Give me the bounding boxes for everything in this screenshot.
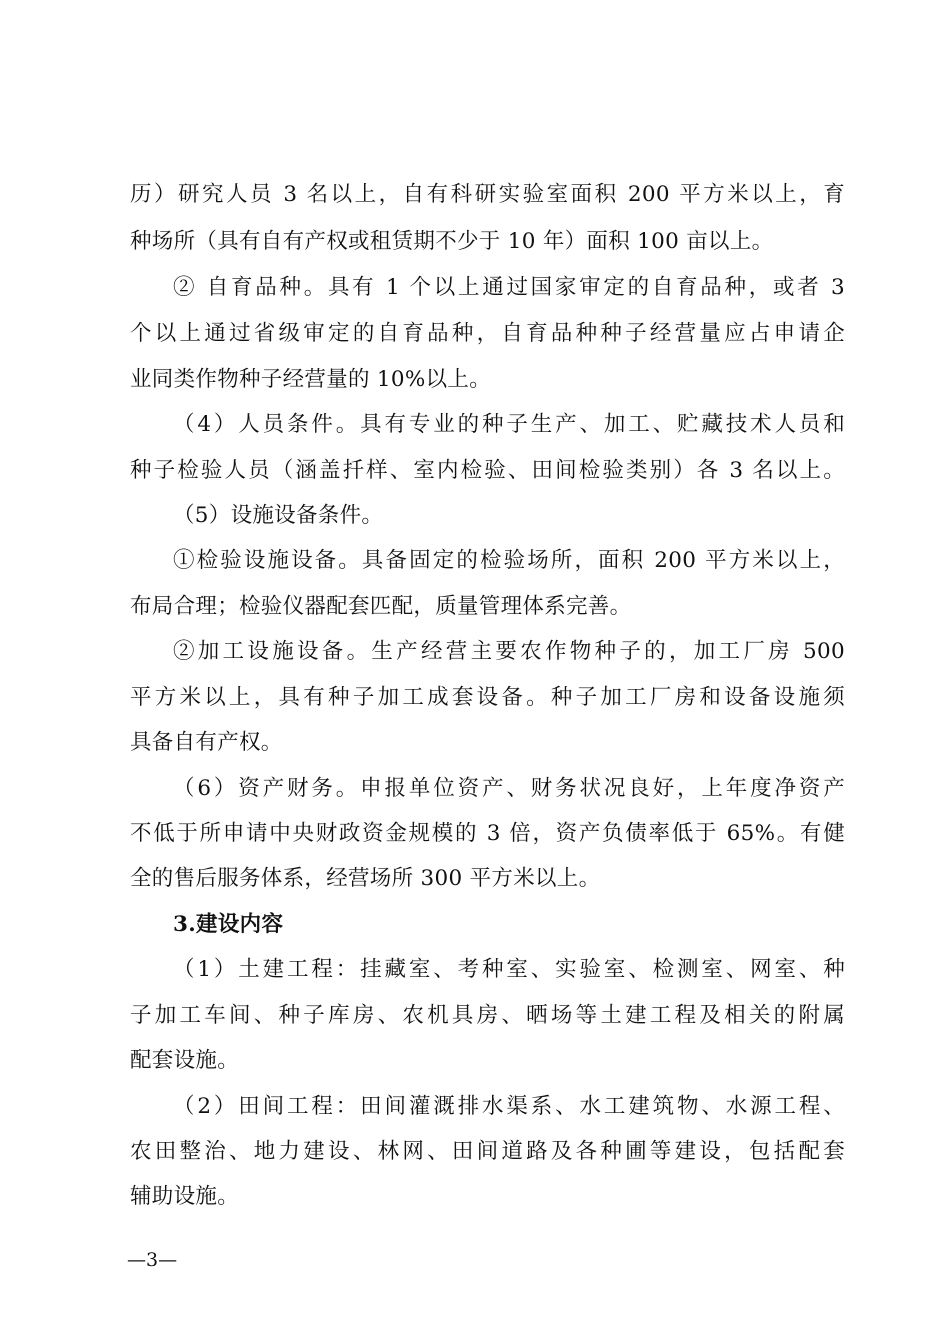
text-line: 种场所（具有自有产权或租赁期不少于 10 年）面积 100 亩以上。 (130, 229, 774, 254)
text-line: 农田整治、地力建设、林网、田间道路及各种圃等建设，包括配套 (130, 1139, 845, 1164)
section-heading: 3.建设内容 (173, 912, 284, 937)
text-line: 个以上通过省级审定的自育品种，自育品种种子经营量应占申请企 (130, 321, 845, 346)
text-line: 辅助设施。 (130, 1184, 240, 1209)
text-line: 历）研究人员 3 名以上，自有科研实验室面积 200 平方米以上，育 (130, 182, 845, 207)
text-line: 配套设施。 (130, 1048, 240, 1073)
text-line: （5）设施设备条件。 (173, 503, 384, 528)
text-line: 布局合理；检验仪器配套匹配，质量管理体系完善。 (130, 594, 632, 619)
text-line: （6）资产财务。申报单位资产、财务状况良好，上年度净资产 (173, 776, 845, 801)
text-line: ①检验设施设备。具备固定的检验场所，面积 200 平方米以上， (173, 548, 845, 573)
text-line: ②加工设施设备。生产经营主要农作物种子的，加工厂房 500 (173, 639, 845, 664)
text-line: 全的售后服务体系，经营场所 300 平方米以上。 (130, 866, 601, 891)
text-line: 不低于所申请中央财政资金规模的 3 倍，资产负债率低于 65%。有健 (130, 821, 845, 846)
page-number: —3— (127, 1249, 178, 1271)
text-line: 种子检验人员（涵盖扦样、室内检验、田间检验类别）各 3 名以上。 (130, 458, 845, 483)
text-line: （2）田间工程：田间灌溉排水渠系、水工建筑物、水源工程、 (173, 1094, 845, 1119)
text-line: 子加工车间、种子库房、农机具房、晒场等土建工程及相关的附属 (130, 1003, 845, 1028)
text-line: ② 自育品种。具有 1 个以上通过国家审定的自育品种，或者 3 (173, 275, 845, 300)
text-line: 具备自有产权。 (130, 730, 283, 755)
text-line: 平方米以上，具有种子加工成套设备。种子加工厂房和设备设施须 (130, 685, 845, 710)
text-line: 业同类作物种子经营量的 10%以上。 (130, 367, 492, 392)
text-line: （1）土建工程：挂藏室、考种室、实验室、检测室、网室、种 (173, 957, 845, 982)
text-line: （4）人员条件。具有专业的种子生产、加工、贮藏技术人员和 (173, 412, 845, 437)
